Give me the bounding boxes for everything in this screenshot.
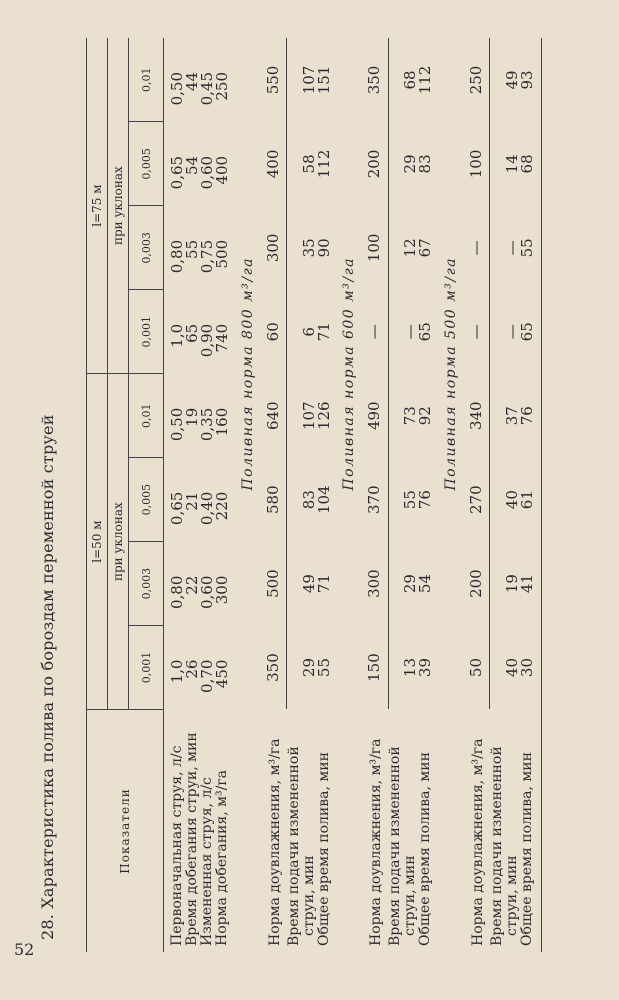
value: 1,0 [168, 323, 186, 348]
row-label: Время добегания струи, мин [184, 732, 200, 946]
value: 0,40 [198, 491, 216, 526]
value: 740 [213, 323, 231, 353]
value: 12 [401, 238, 419, 258]
slope-header: 0,003 [129, 206, 164, 290]
value: 151 [314, 65, 333, 95]
value-cell [388, 626, 439, 710]
value-cell [388, 206, 439, 290]
value: 90 [314, 238, 333, 258]
norm-spacer [439, 710, 463, 953]
value: 30 [517, 657, 536, 678]
table-title: 28. Характеристика полива по бороздам переменной струей [38, 414, 57, 940]
slope-header: 0,003 [129, 542, 164, 626]
value: 93 [517, 70, 536, 90]
slope-header: 0,01 [129, 374, 164, 458]
value: 83 [299, 490, 318, 510]
value-cell [490, 290, 541, 374]
value: 67 [416, 238, 434, 258]
slope-header: 0,01 [129, 38, 164, 122]
row-label: Норма добегания, м³/га [214, 769, 230, 946]
value-cell: 300 [260, 206, 287, 290]
row-label: струи, мин [402, 855, 418, 936]
value: 0,80 [168, 239, 186, 274]
value-cell [287, 122, 338, 206]
table-row [287, 38, 338, 952]
value-cell [287, 542, 338, 626]
group-header-l50: l=50 м [87, 374, 108, 710]
row-label: струи, мин [300, 855, 317, 936]
value: 107 [299, 401, 318, 431]
value: 55 [183, 239, 201, 259]
value: 40 [502, 657, 521, 678]
table-row [260, 38, 287, 952]
row-label: Норма доувлажнения, м³/га [368, 738, 385, 946]
value: 112 [314, 149, 333, 179]
row-label: Общее время полива, мин [417, 752, 433, 946]
value-cell [388, 290, 439, 374]
value-cell [490, 458, 541, 542]
value: 54 [183, 155, 201, 176]
value-cell [490, 374, 541, 458]
value: 0,90 [198, 323, 216, 358]
value: 58 [299, 154, 318, 174]
value: 55 [314, 657, 333, 678]
value-cell: 250 [463, 38, 490, 122]
value: 0,70 [198, 659, 216, 693]
value: 21 [183, 491, 201, 511]
value: 112 [416, 65, 434, 95]
row-label-group [490, 710, 541, 953]
value: — [502, 324, 521, 340]
value-cell [164, 374, 237, 458]
table-row [490, 38, 541, 952]
row-label: струи, мин [503, 855, 520, 936]
value-cell: 400 [260, 122, 287, 206]
value: 0,65 [168, 155, 186, 190]
value: 250 [213, 72, 231, 101]
value: 76 [517, 406, 536, 426]
value-cell [388, 122, 439, 206]
value: 68 [517, 154, 536, 174]
value: 22 [183, 575, 201, 595]
slope-header: 0,001 [129, 290, 164, 374]
value-cell: 640 [260, 374, 287, 458]
value-cell: 490 [362, 374, 389, 458]
value: — [502, 240, 521, 256]
row-label-group [287, 710, 338, 953]
value: 55 [401, 490, 419, 510]
value: 29 [401, 154, 419, 174]
value: 0,75 [198, 239, 216, 274]
value-cell: 550 [260, 38, 287, 122]
slopes-subheader-l50: при уклонах [108, 374, 129, 710]
value-cell: — [463, 206, 490, 290]
value: 65 [183, 323, 201, 343]
value: 71 [314, 322, 333, 342]
value-cell [388, 542, 439, 626]
value-cell [164, 626, 237, 710]
value: 55 [517, 238, 536, 258]
value: 107 [299, 65, 318, 95]
indicator-header: Показатели [87, 710, 164, 953]
value-cell: 50 [463, 626, 490, 710]
value-cell [490, 38, 541, 122]
row-label: Норма доувлажнения, м³/га [469, 738, 486, 946]
value: 49 [502, 70, 521, 90]
value-cell [287, 374, 338, 458]
value: 500 [213, 239, 231, 269]
table-row [463, 38, 490, 952]
value-cell: 580 [260, 458, 287, 542]
value-cell [490, 542, 541, 626]
value-cell: 100 [362, 206, 389, 290]
row-label: Первоначальная струя, л/с [169, 745, 185, 946]
slope-header: 0,005 [129, 458, 164, 542]
value: 0,65 [168, 491, 186, 526]
value: 19 [502, 574, 521, 594]
value: 44 [183, 72, 201, 92]
value-cell: 300 [362, 542, 389, 626]
value: — [401, 324, 419, 340]
table-row [164, 38, 237, 952]
row-label: Время подачи измененной [285, 746, 302, 946]
value: 104 [314, 485, 333, 514]
value-cell [388, 374, 439, 458]
rule [541, 38, 542, 952]
value: 65 [517, 322, 536, 342]
value-cell [287, 290, 338, 374]
irrigation-table [86, 38, 542, 952]
value-cell [287, 38, 338, 122]
value: 160 [213, 407, 231, 437]
value: 300 [213, 575, 231, 605]
value-cell: 200 [362, 122, 389, 206]
value: 450 [213, 659, 231, 689]
page-number: 52 [14, 940, 35, 959]
value-cell: 270 [463, 458, 490, 542]
value-cell [388, 38, 439, 122]
value-cell: 200 [463, 542, 490, 626]
value-cell: 350 [260, 626, 287, 710]
value-cell: — [463, 290, 490, 374]
value: 49 [299, 574, 318, 594]
value-cell [388, 458, 439, 542]
row-label: Общее время полива, мин [315, 752, 332, 946]
value: 76 [416, 490, 434, 510]
value-cell: 350 [362, 38, 389, 122]
value: 65 [416, 322, 434, 342]
value-cell: 150 [362, 626, 389, 710]
norm-row [338, 38, 362, 952]
value: 35 [299, 238, 318, 258]
value-cell [164, 290, 237, 374]
value: 13 [401, 657, 419, 678]
row-label-group [164, 710, 237, 953]
slope-header: 0,001 [129, 626, 164, 710]
slopes-subheader-l75: при уклонах [108, 38, 129, 374]
value: 0,60 [198, 155, 216, 190]
value-cell [490, 626, 541, 710]
value-cell [164, 542, 237, 626]
value: 29 [299, 657, 318, 678]
value: 0,60 [198, 575, 216, 610]
value: 1,0 [168, 659, 186, 684]
value-cell: 370 [362, 458, 389, 542]
table-row [362, 38, 389, 952]
value: 19 [183, 407, 201, 427]
value: 68 [401, 70, 419, 90]
value-cell [490, 122, 541, 206]
value: 39 [416, 657, 434, 678]
row-label: Время подачи измененной [488, 746, 505, 946]
row-label: Измененная струя, л/с [199, 777, 215, 946]
value-cell [490, 206, 541, 290]
value-cell [287, 458, 338, 542]
value: 0,50 [168, 72, 186, 106]
table-bottom-rule [541, 38, 542, 952]
value: 14 [502, 154, 521, 174]
irrigation-norm-caption: Поливная норма 500 м³/га [442, 256, 459, 491]
norm-spacer [236, 710, 260, 953]
value-cell [164, 458, 237, 542]
value: 400 [213, 155, 231, 185]
value: 26 [183, 659, 201, 679]
table-row [388, 38, 439, 952]
value: 0,45 [198, 72, 216, 106]
value-cell: 60 [260, 290, 287, 374]
value: 83 [416, 154, 434, 174]
norm-row [236, 38, 260, 952]
value: 126 [314, 401, 333, 431]
row-label-group [388, 710, 439, 953]
value-cell: 100 [463, 122, 490, 206]
group-header-l75: l=75 м [87, 38, 108, 374]
value-cell [287, 626, 338, 710]
value: 41 [517, 574, 536, 594]
value: 54 [416, 574, 434, 594]
value: 92 [416, 406, 434, 426]
norm-spacer [338, 710, 362, 953]
row-label: Норма доувлажнения, м³/га [266, 738, 283, 946]
value-cell: — [362, 290, 389, 374]
value-cell [164, 206, 237, 290]
value-cell [164, 38, 237, 122]
value: 0,50 [168, 407, 186, 442]
value: 71 [314, 574, 333, 594]
value: 220 [213, 491, 231, 521]
value-cell: 340 [463, 374, 490, 458]
value: 37 [502, 406, 521, 426]
value-cell: 500 [260, 542, 287, 626]
value: 61 [517, 490, 536, 510]
value: 0,35 [198, 407, 216, 442]
slope-header: 0,005 [129, 122, 164, 206]
value-cell [164, 122, 237, 206]
value: 73 [401, 406, 419, 426]
value: 6 [299, 327, 318, 337]
norm-row [439, 38, 463, 952]
irrigation-norm-caption: Поливная норма 800 м³/га [239, 256, 256, 491]
value: 29 [401, 574, 419, 594]
irrigation-norm-caption: Поливная норма 600 м³/га [341, 256, 357, 491]
value: 0,80 [168, 575, 186, 610]
row-label: Время подачи измененной [387, 746, 403, 946]
row-label: Общее время полива, мин [518, 752, 535, 946]
value-cell [287, 206, 338, 290]
value: 40 [502, 490, 521, 510]
